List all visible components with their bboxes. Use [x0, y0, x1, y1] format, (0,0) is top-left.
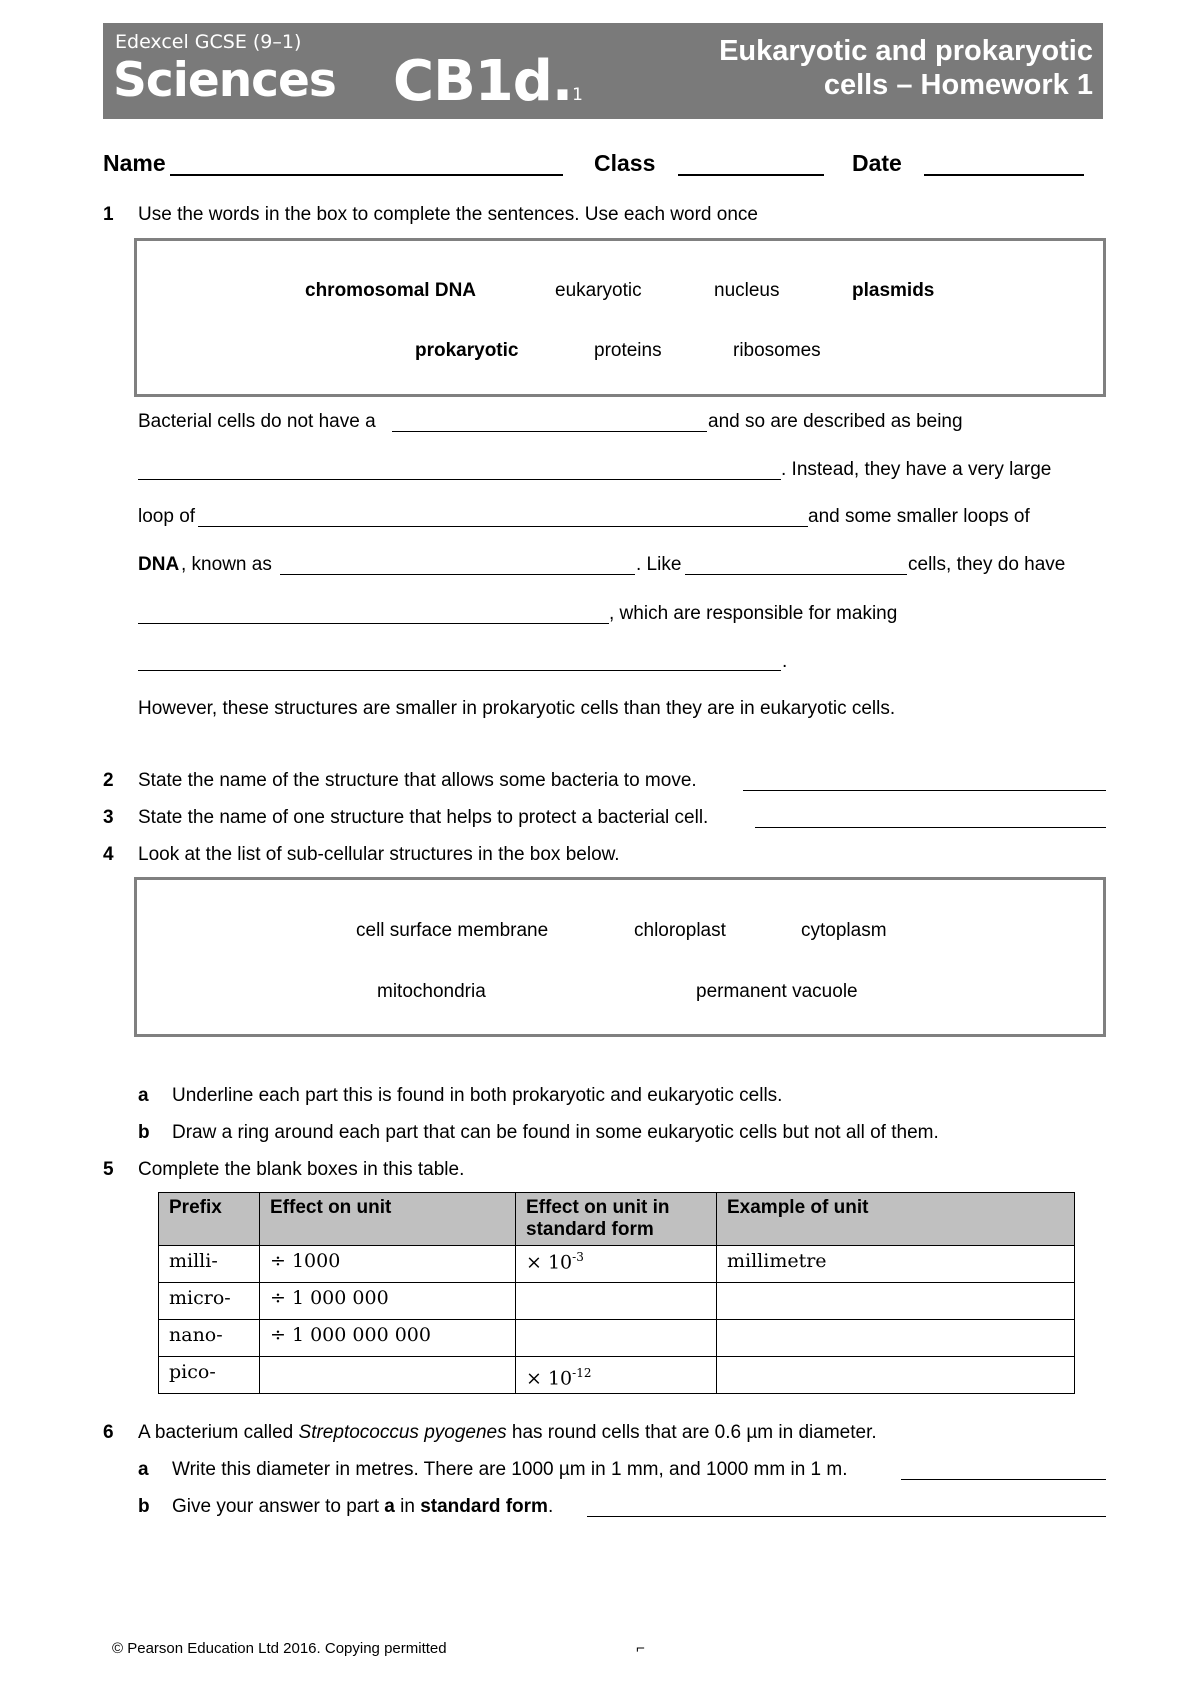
q3-text: State the name of one structure that helps to protect a bacterial cell.: [138, 807, 709, 828]
table-row: [159, 1246, 1075, 1283]
cell-effect: ÷ 1000: [260, 1246, 516, 1283]
cell-prefix: nano-: [159, 1320, 260, 1357]
q6a-text: Write this diameter in metres. There are 1000 µm in 1 mm, and 1000 mm in 1 m.: [172, 1459, 848, 1480]
word-cytoplasm: cytoplasm: [801, 920, 887, 941]
q3-number: 3: [103, 807, 114, 828]
cloze-s4c: cells, they do have: [908, 554, 1066, 575]
name-label: Name: [103, 150, 166, 176]
q6b-text-a: Give your answer to part: [172, 1496, 385, 1517]
q6b-answer-line[interactable]: [587, 1516, 1106, 1517]
q1-word-box: [134, 238, 1106, 397]
name-field[interactable]: [170, 174, 563, 176]
cloze-s7: However, these structures are smaller in prokaryotic cells than they are in eukaryotic cells.: [138, 698, 896, 719]
cell-effect-blank[interactable]: [260, 1357, 516, 1394]
class-label: Class: [594, 150, 656, 176]
q4-structure-box: [134, 877, 1106, 1037]
q6b-text: [172, 1495, 553, 1519]
lesson-code: [393, 49, 582, 114]
table-row: [159, 1357, 1075, 1394]
cloze-s4a: , known as: [181, 554, 272, 575]
cell-prefix: milli-: [159, 1246, 260, 1283]
cloze-s6: .: [782, 651, 788, 672]
cloze-s3a: loop of: [138, 506, 196, 527]
word-chloroplast: chloroplast: [634, 920, 726, 941]
cloze-blank-6[interactable]: [138, 623, 609, 624]
cell-standard-form-blank[interactable]: [516, 1283, 717, 1320]
word-cell-surface-membrane: cell surface membrane: [356, 920, 549, 941]
table-row: [159, 1320, 1075, 1357]
q6a-answer-line[interactable]: [901, 1479, 1106, 1480]
cloze-blank-2[interactable]: [138, 479, 781, 480]
sf-exponent: -12: [572, 1365, 592, 1380]
sf-base: × 10: [526, 1251, 573, 1274]
q2-text: State the name of the structure that allows some bacteria to move.: [138, 770, 697, 791]
footer-copyright: © Pearson Education Ltd 2016. Copying permitted: [112, 1640, 447, 1657]
q6-text-a: A bacterium called: [138, 1422, 299, 1443]
cell-example-blank[interactable]: [717, 1283, 1075, 1320]
q6b-text-c: .: [547, 1496, 554, 1517]
cell-example-blank[interactable]: [717, 1357, 1075, 1394]
q5-text: Complete the blank boxes in this table.: [138, 1159, 465, 1180]
table-header-row: [159, 1193, 1075, 1246]
q6a-label: a: [138, 1459, 149, 1480]
cloze-blank-1[interactable]: [392, 431, 707, 432]
worksheet-title-line2: cells – Homework 1: [823, 69, 1093, 101]
cloze-blank-4[interactable]: [280, 574, 635, 575]
q6b-bold-a: a: [384, 1496, 395, 1517]
cell-example: millimetre: [717, 1246, 1075, 1283]
q1-instruction: Use the words in the box to complete the sentences. Use each word once: [138, 204, 758, 225]
word-permanent-vacuole: permanent vacuole: [696, 981, 858, 1002]
word-chromosomal-dna: chromosomal DNA: [305, 280, 477, 301]
cloze-s1a: Bacterial cells do not have a: [138, 411, 376, 432]
header-banner: [103, 23, 1103, 119]
lesson-code-main: CB1d.: [393, 49, 573, 114]
q4-text: Look at the list of sub-cellular structures in the box below.: [138, 844, 620, 865]
cell-prefix: pico-: [159, 1357, 260, 1394]
cell-standard-form-blank[interactable]: [516, 1320, 717, 1357]
header-standard-form: Effect on unit in standard form: [516, 1193, 717, 1246]
cloze-blank-5[interactable]: [685, 574, 907, 575]
q6-text: [138, 1421, 877, 1445]
word-ribosomes: ribosomes: [733, 340, 821, 361]
sf-base: × 10: [526, 1367, 573, 1389]
cell-standard-form: [516, 1246, 717, 1283]
q2-number: 2: [103, 770, 114, 791]
sf-exponent: -3: [572, 1250, 584, 1264]
q6-text-b: has round cells that are 0.6 µm in diameter.: [506, 1422, 877, 1443]
cell-standard-form: [516, 1357, 717, 1394]
brand-title: Sciences: [113, 53, 336, 108]
q3-answer-line[interactable]: [755, 827, 1106, 828]
q4b-text: Draw a ring around each part that can be found in some eukaryotic cells but not all of them.: [172, 1122, 939, 1143]
cloze-s4-bold: DNA: [138, 554, 180, 575]
cloze-blank-3[interactable]: [198, 526, 808, 527]
word-nucleus: nucleus: [714, 280, 780, 301]
header-prefix: Prefix: [159, 1193, 260, 1246]
brand-subtitle: Edexcel GCSE (9–1): [115, 31, 302, 53]
cloze-s5: , which are responsible for making: [609, 603, 898, 624]
header-effect: Effect on unit: [260, 1193, 516, 1246]
q1-number: 1: [103, 204, 114, 225]
class-field[interactable]: [678, 174, 824, 176]
q6-species: Streptococcus pyogenes: [298, 1422, 507, 1443]
cell-example-blank[interactable]: [717, 1320, 1075, 1357]
q5-number: 5: [103, 1159, 114, 1180]
q6-number: 6: [103, 1422, 114, 1443]
cloze-blank-7[interactable]: [138, 670, 781, 671]
lesson-code-sub: 1: [572, 85, 582, 105]
date-field[interactable]: [924, 174, 1084, 176]
prefix-table: [158, 1192, 1075, 1394]
cell-effect: ÷ 1 000 000: [260, 1283, 516, 1320]
q6b-label: b: [138, 1496, 150, 1517]
table-row: [159, 1283, 1075, 1320]
q4-number: 4: [103, 844, 114, 865]
q4b-label: b: [138, 1122, 150, 1143]
cloze-s4b: . Like: [636, 554, 682, 575]
worksheet-title-line1: Eukaryotic and prokaryotic: [719, 35, 1093, 67]
cloze-s3b: and some smaller loops of: [808, 506, 1030, 527]
q2-answer-line[interactable]: [743, 790, 1106, 791]
header-example: Example of unit: [717, 1193, 1075, 1246]
q6b-bold-standard-form: standard form: [420, 1496, 548, 1517]
word-proteins: proteins: [594, 340, 662, 361]
cloze-s2: . Instead, they have a very large: [781, 459, 1052, 480]
q4a-text: Underline each part this is found in both prokaryotic and eukaryotic cells.: [172, 1085, 783, 1106]
cell-effect: ÷ 1 000 000 000: [260, 1320, 516, 1357]
cell-prefix: micro-: [159, 1283, 260, 1320]
q6b-text-b: in: [394, 1496, 421, 1517]
footer-mark: ⌐: [636, 1640, 645, 1657]
word-eukaryotic: eukaryotic: [555, 280, 642, 301]
cloze-s1b: and so are described as being: [708, 411, 963, 432]
date-label: Date: [852, 150, 902, 176]
word-plasmids: plasmids: [852, 280, 935, 301]
q4a-label: a: [138, 1085, 149, 1106]
word-mitochondria: mitochondria: [377, 981, 486, 1002]
word-prokaryotic: prokaryotic: [415, 340, 519, 361]
